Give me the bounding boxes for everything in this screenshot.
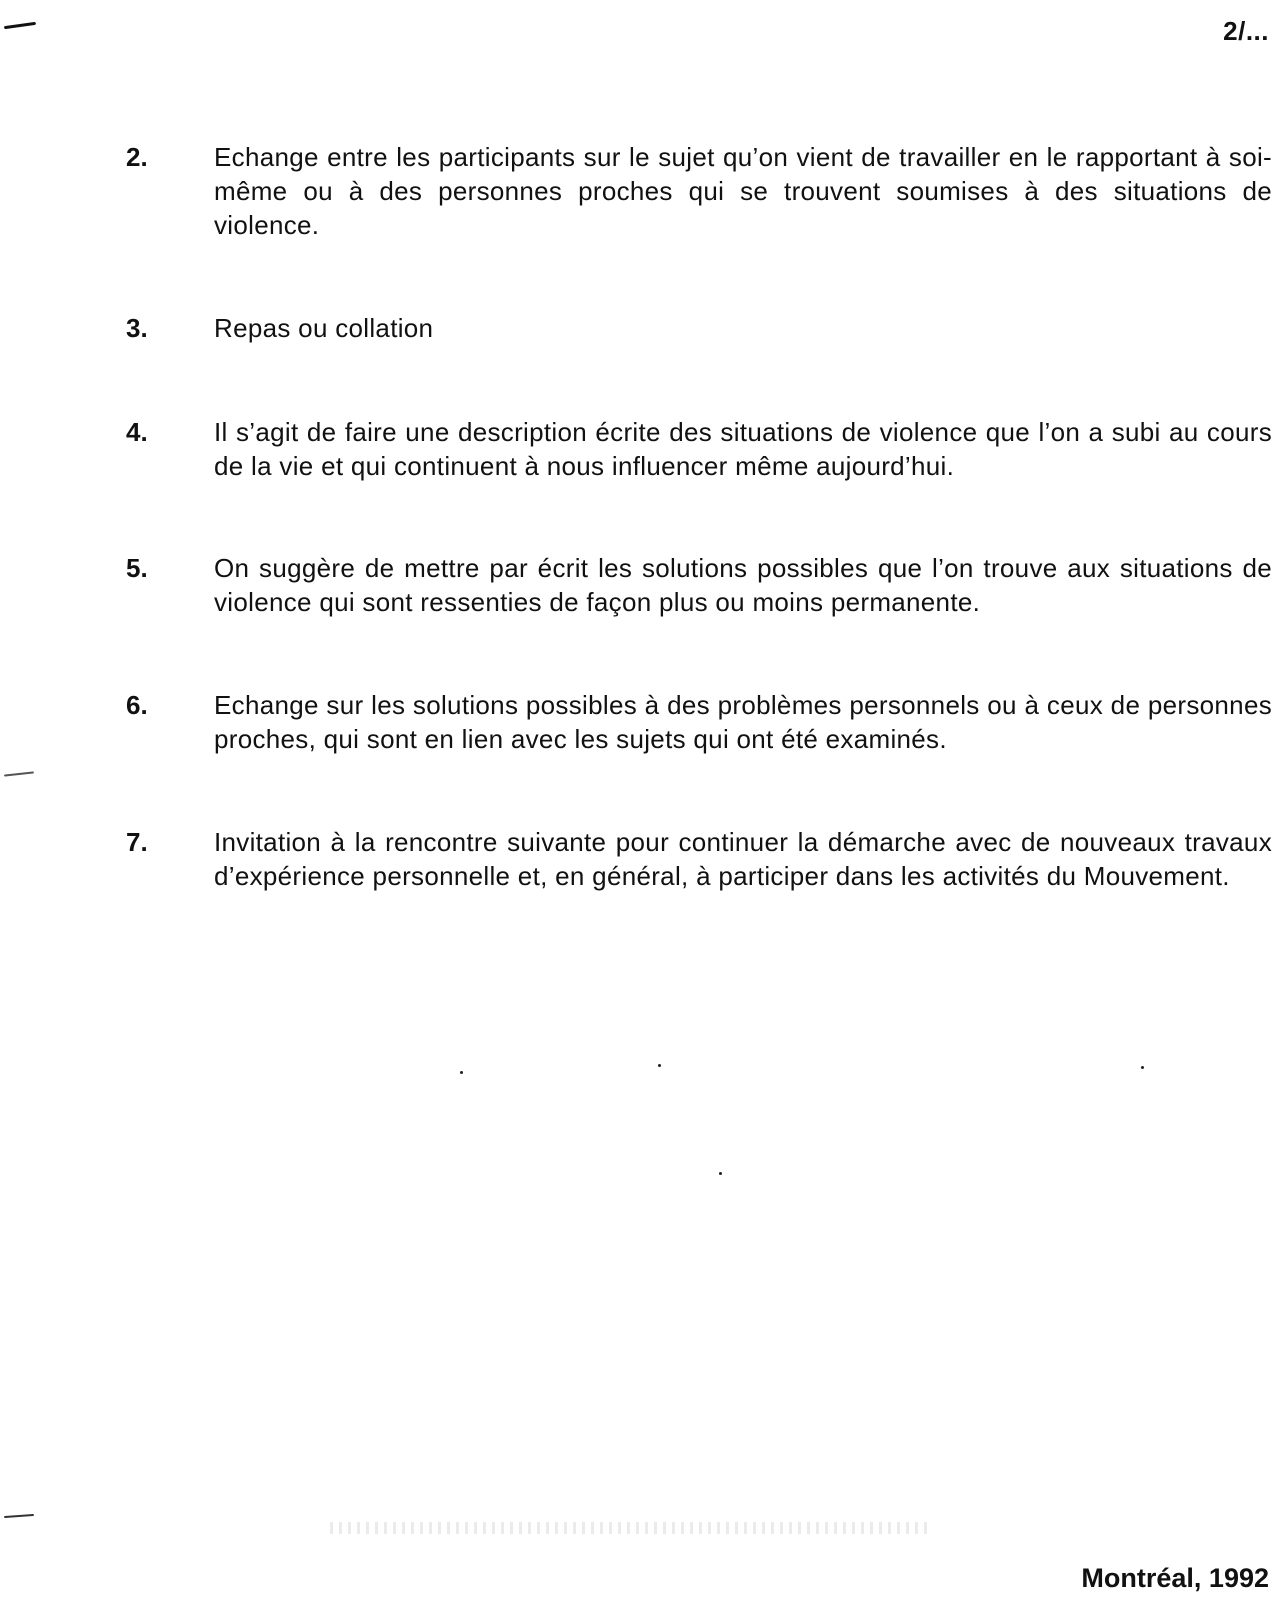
list-item-text: Echange entre les participants sur le sujet qu’on vient de travailler en le rapportant à soi-même ou à des personnes proches qui se trouvent soumises à des situations de violence. <box>214 142 1272 240</box>
list-item-text: Invitation à la rencontre suivante pour continuer la démarche avec de nouveaux travaux d’expérience personnelle et, en général, à participer dans les activités du Mouvement. <box>214 827 1272 891</box>
scan-mark-bottom <box>4 1514 34 1518</box>
list-item-number: 4. <box>126 417 148 447</box>
list-item-number: 6. <box>126 690 148 720</box>
list-item-text: Echange sur les solutions possibles à des problèmes personnels ou à ceux de personnes proches, qui sont en lien avec les sujets qui ont été examinés. <box>214 690 1272 754</box>
speck <box>1141 1066 1144 1069</box>
list-item-number: 2. <box>126 142 148 172</box>
scan-noise-strip <box>330 1522 930 1534</box>
scan-mark-top <box>4 22 36 29</box>
list-item-number: 3. <box>126 313 148 343</box>
speck <box>658 1064 661 1067</box>
list-item-number: 5. <box>126 553 148 583</box>
speck <box>719 1172 722 1175</box>
footer-place-date: Montréal, 1992 <box>1081 1563 1269 1593</box>
scan-mark-middle <box>4 771 34 776</box>
speck <box>460 1071 463 1074</box>
list-item-text: Repas ou collation <box>214 313 434 343</box>
page-continuation-marker: 2/... <box>1223 16 1269 46</box>
list-item-text: On suggère de mettre par écrit les solutions possibles que l’on trouve aux situations de violence qui sont ressenties de façon plus ou moins permanente. <box>214 553 1272 617</box>
list-item-text: Il s’agit de faire une description écrite des situations de violence que l’on a subi au cours de la vie et qui continuent à nous influencer même aujourd’hui. <box>214 417 1272 481</box>
list-item-number: 7. <box>126 827 148 857</box>
